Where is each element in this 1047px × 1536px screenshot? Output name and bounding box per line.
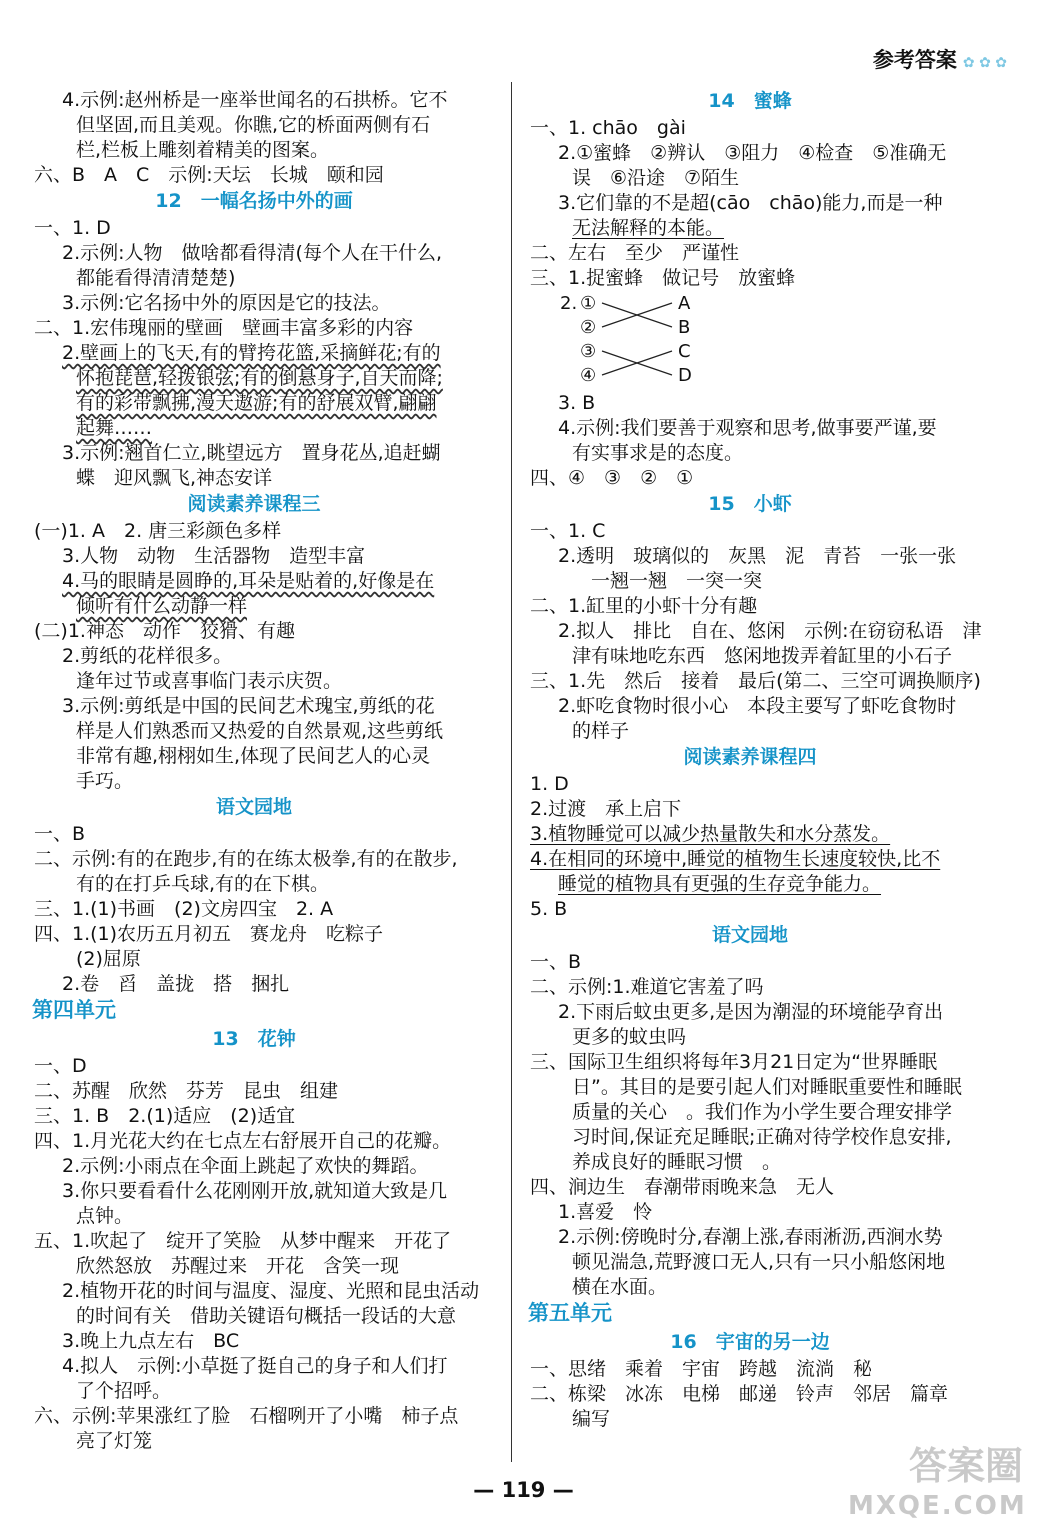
answer-line: 蝶 迎风飘飞,神态安详 <box>76 467 273 489</box>
answer-line: 3.示例:剪纸是中国的民间艺术瑰宝,剪纸的花 <box>62 695 435 717</box>
column-divider <box>511 82 512 1462</box>
answer-line: 睡觉的植物具有更强的生存竞争能力。 <box>558 873 882 895</box>
answer-line: 欣然怒放 苏醒过来 开花 含笑一现 <box>76 1255 400 1277</box>
matching-left-item: ② <box>580 317 597 338</box>
answer-line: 起舞…… <box>76 417 153 439</box>
answer-line: 二、苏醒 欣然 芬芳 昆虫 组建 <box>34 1080 339 1102</box>
matching-right-item: A <box>678 293 691 314</box>
answer-line: 3.植物睡觉可以减少热量散失和水分蒸发。 <box>530 823 891 845</box>
answer-line: 六、B A C 示例:天坛 长城 颐和园 <box>34 164 384 186</box>
answer-line: 三、1.(1)书画 (2)文房四宝 2. A <box>34 898 334 920</box>
answer-line: 非常有趣,栩栩如生,体现了民间艺人的心灵 <box>76 745 431 767</box>
answer-line: 一、D <box>34 1055 87 1077</box>
answer-line: 四、1.(1)农历五月初五 赛龙舟 吃粽子 <box>34 923 384 945</box>
answer-line: 一、1. chāo gài <box>530 117 686 139</box>
matching-left-item: ④ <box>580 365 597 386</box>
answer-line: 一翘一翘 一突一突 <box>572 570 763 592</box>
section-title: 13 花钟 <box>212 1028 296 1050</box>
answer-line: 一、1. C <box>530 520 606 542</box>
right-column <box>528 88 982 1432</box>
answer-line: 栏,栏板上雕刻着精美的图案。 <box>76 139 330 161</box>
answer-line: 一、1. D <box>34 217 111 239</box>
matching-left-item: ③ <box>580 341 597 362</box>
answer-line: 2.卷 舀 盖拢 搭 捆扎 <box>62 973 290 995</box>
answer-line: 2.下雨后蚊虫更多,是因为潮湿的环境能孕育出 <box>558 1001 944 1023</box>
answer-line: 1. D <box>530 773 569 795</box>
matching-right-item: B <box>678 317 691 338</box>
answer-line: 3.示例:它名扬中外的原因是它的技法。 <box>62 292 391 314</box>
answer-line: 3. B <box>558 392 596 414</box>
answer-line: 三、1.先 然后 接着 最后(第二、三空可调换顺序) <box>530 670 981 692</box>
answer-line: 2.过渡 承上启下 <box>530 798 682 820</box>
answer-line: 津有味地吃东西 悠闲地拨弄着缸里的小石子 <box>572 645 953 667</box>
answer-line: 四、④ ③ ② ① <box>530 467 694 489</box>
watermark-line2: MXQE.COM <box>848 1491 1027 1521</box>
answer-line: 有实事求是的态度。 <box>572 442 744 464</box>
answer-line: 4.示例:赵州桥是一座举世闻名的石拱桥。它不 <box>62 89 448 111</box>
answer-line: 二、示例:有的在跑步,有的在练太极拳,有的在散步, <box>34 848 458 870</box>
answer-line: (2)屈原 <box>76 948 141 970</box>
answer-line: 2.壁画上的飞天,有的臂挎花篮,采摘鲜花;有的 <box>62 342 441 364</box>
answer-line: 日”。其目的是要引起人们对睡眠重要性和睡眠 <box>572 1076 962 1098</box>
matching-exercise <box>560 291 970 391</box>
answer-line: 2.虾吃食物时很小心 本段主要写了虾吃食物时 <box>558 695 957 717</box>
answer-line: 手巧。 <box>76 770 134 792</box>
answer-line: 无法解释的本能。 <box>572 217 725 239</box>
answer-line: 六、示例:苹果涨红了脸 石榴咧开了小嘴 柿子点 <box>34 1405 459 1427</box>
header-title: 参考答案 <box>872 48 957 72</box>
answer-line: 习时间,保证充足睡眠;正确对待学校作息安排, <box>572 1126 952 1148</box>
answer-line: 有的在打乒乓球,有的在下棋。 <box>76 873 330 895</box>
answer-line: 三、1. B 2.(1)适应 (2)适宜 <box>34 1105 296 1127</box>
answer-line: 4.拟人 示例:小草挺了挺自己的身子和人们打 <box>62 1355 448 1377</box>
answer-line: 2.①蜜蜂 ②辨认 ③阻力 ④检查 ⑤准确无 <box>558 142 947 164</box>
answer-line: 二、左右 至少 严谨性 <box>530 242 740 264</box>
answer-line: 点钟。 <box>76 1205 134 1227</box>
answer-line: 4.马的眼睛是圆睁的,耳朵是贴着的,好像是在 <box>62 570 435 592</box>
matching-right-item: C <box>678 341 691 362</box>
answer-line: 的时间有关 借助关键语句概括一段话的大意 <box>76 1305 457 1327</box>
answer-line: 1.喜爱 怜 <box>558 1201 653 1223</box>
answer-line: 横在水面。 <box>572 1276 668 1298</box>
answer-line: 二、示例:1.难道它害羞了吗 <box>530 976 764 998</box>
answer-line: 3.人物 动物 生活器物 造型丰富 <box>62 545 366 567</box>
page-number: — 119 — <box>473 1478 574 1502</box>
unit-heading: 第五单元 <box>528 1301 612 1325</box>
unit-heading: 第四单元 <box>32 998 116 1022</box>
answer-line: 4.示例:我们要善于观察和思考,做事要严谨,要 <box>558 417 937 439</box>
answer-line: 一、B <box>34 823 86 845</box>
answer-line: 编写 <box>572 1408 611 1430</box>
answer-line: 都能看得清清楚楚) <box>76 267 236 289</box>
answer-line: 怀抱琵琶,轻拨银弦;有的倒悬身子,自天而降; <box>76 367 443 389</box>
answer-line: 更多的蚊虫吗 <box>572 1026 687 1048</box>
answer-line: 2.示例:傍晚时分,春潮上涨,春雨淅沥,西涧水势 <box>558 1226 943 1248</box>
answer-line: 逢年过节或喜事临门表示庆贺。 <box>76 670 343 692</box>
section-title: 14 蜜蜂 <box>708 90 792 112</box>
section-title: 阅读素养课程三 <box>187 493 321 515</box>
answer-line: 二、1.宏伟瑰丽的壁画 壁画丰富多彩的内容 <box>34 317 414 339</box>
section-title: 语文园地 <box>711 924 788 946</box>
answer-line: 3.它们靠的不是超(cāo chāo)能力,而是一种 <box>558 192 943 214</box>
answer-line: 了个招呼。 <box>76 1380 172 1402</box>
answer-line: 三、国际卫生组织将每年3月21日定为“世界睡眠 <box>530 1051 938 1073</box>
answer-line: 质量的关心 。我们作为小学生要合理安排学 <box>572 1101 953 1123</box>
answer-line: 2.示例:人物 做啥都看得清(每个人在干什么, <box>62 242 442 264</box>
answer-line: 3.晚上九点左右 BC <box>62 1330 240 1352</box>
page-header <box>873 44 1007 74</box>
answer-line: 4.在相同的环境中,睡觉的植物生长速度较快,比不 <box>530 848 941 870</box>
answer-line: 误 ⑥沿途 ⑦陌生 <box>572 167 740 189</box>
answer-line: 倾听有什么动静一样 <box>76 595 248 617</box>
answer-line: 一、B <box>530 951 582 973</box>
answer-line: 五、1.吹起了 绽开了笑脸 从梦中醒来 开花了 <box>34 1230 452 1252</box>
answer-line: 二、栋梁 冰冻 电梯 邮递 铃声 邻居 篇章 <box>530 1383 949 1405</box>
section-title: 15 小虾 <box>708 493 792 515</box>
left-column <box>32 88 480 1454</box>
matching-left-item: ① <box>580 293 597 314</box>
answer-line: (一)1. A 2. 唐三彩颜色多样 <box>34 520 282 542</box>
header-decoration: ✿ ✿ ✿ <box>962 55 1007 71</box>
answer-line: 三、1.捉蜜蜂 做记号 放蜜蜂 <box>530 267 796 289</box>
answer-line: 四、涧边生 春潮带雨晚来急 无人 <box>530 1176 835 1198</box>
answer-line: 但坚固,而且美观。你瞧,它的桥面两侧有石 <box>76 114 431 136</box>
answer-line: 养成良好的睡眠习惯 。 <box>572 1151 782 1173</box>
section-title: 16 宇宙的另一边 <box>670 1331 830 1353</box>
answer-line: 样是人们熟悉而又热爱的自然景观,这些剪纸 <box>76 720 444 742</box>
watermark-line1: 答案圈 <box>908 1444 1023 1488</box>
answer-line: 5. B <box>530 898 568 920</box>
answer-line: 2.拟人 排比 自在、悠闲 示例:在窃窃私语 津 <box>558 620 982 642</box>
answer-line: 顿见湍急,荒野渡口无人,只有一只小船悠闲地 <box>572 1251 946 1273</box>
answer-line: 2.植物开花的时间与温度、湿度、光照和昆虫活动 <box>62 1280 480 1302</box>
answer-line: 3.你只要看看什么花刚刚开放,就知道大致是几 <box>62 1180 448 1202</box>
answer-line: 3.示例:翘首仁立,眺望远方 置身花丛,追赶蝴 <box>62 442 441 464</box>
answer-line: 一、思绪 乘着 宇宙 跨越 流淌 秘 <box>530 1358 873 1380</box>
section-title: 阅读素养课程四 <box>683 746 817 768</box>
watermark-logo <box>848 1444 1027 1526</box>
answer-line: 2.透明 玻璃似的 灰黑 泥 青苔 一张一张 <box>558 545 957 567</box>
section-title: 12 一幅名扬中外的画 <box>155 190 353 212</box>
answer-line: 有的彩带飘拂,漫天遨游;有的舒展双臂,翩翩 <box>76 392 437 414</box>
matching-right-item: D <box>678 365 692 386</box>
answer-line: 二、1.缸里的小虾十分有趣 <box>530 595 758 617</box>
answer-line: 2.剪纸的花样很多。 <box>62 645 233 667</box>
answer-line: 2.示例:小雨点在伞面上跳起了欢快的舞蹈。 <box>62 1155 429 1177</box>
answer-line: 四、1.月光花大约在七点左右舒展开自己的花瓣。 <box>34 1130 452 1152</box>
answer-line: (二)1.神态 动作 狡猾、有趣 <box>34 620 295 642</box>
section-title: 语文园地 <box>215 796 292 818</box>
answer-line: 亮了灯笼 <box>76 1430 153 1452</box>
answer-line: 的样子 <box>572 720 630 742</box>
matching-prefix: 2. <box>560 293 578 314</box>
